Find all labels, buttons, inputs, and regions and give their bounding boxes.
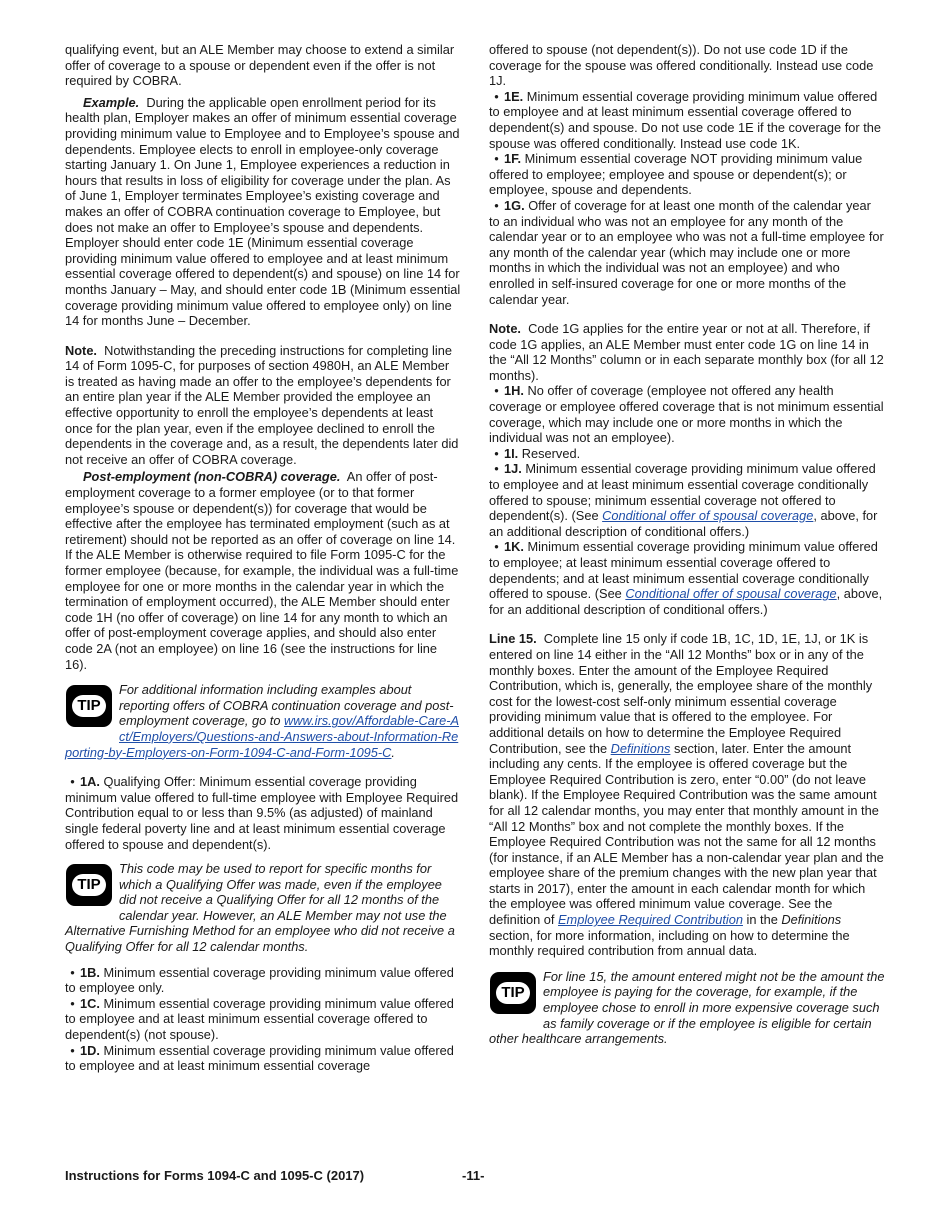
note-paragraph [489,321,885,383]
code-1e [489,89,885,151]
code-text: Offer of coverage for at least one month of the calendar year to an individual who was not an employee for any month of the calendar year or to an employee who was not a full-time employee for any month of the calendar year (which may include one or more months in which the individual was not an employee) and who enrolled in self-insured coverage for one or more months of the calendar year. [489,197,884,307]
example-paragraph [65,95,461,329]
paragraph: qualifying event, but an ALE Member may choose to extend a similar offer of coverage to a spouse or dependent even if the offer is not required by COBRA. [65,42,455,89]
code-label: 1H. [504,383,524,399]
line15-text: section, for more information, including on how to determine the monthly required contribution from annual data. [489,927,850,959]
note-paragraph [65,343,461,468]
page-footer [65,1168,885,1186]
line15-text: Complete line 15 only if code 1B, 1C, 1D, 1E, 1J, or 1K is entered on line 14 either in the “All 12 Months” box or in any of the monthly boxes. Enter the amount of the Employee Required Contribution, which is, generally, the employee share of the monthly cost for the lowest-cost self-only minimum essential coverage providing minimum value that is offered to the employee. For additional details on how to determine the Employee Required Contribution, see the [489,631,873,756]
code-1i [489,446,885,462]
note-label: Note. [489,321,521,337]
code-label: 1I. [504,445,519,461]
line15-label: Line 15. [489,631,537,647]
note-text: Notwithstanding the preceding instructions for completing line 14 of Form 1095-C, for purposes of section 4980H, an ALE Member is treated as having made an offer to the employee’s dependents for an entire plan year if the ALE Member provided the employee an effective opportunity to enroll the employee’s dependents at least once for the plan year, even if the employee declined to enroll the dependents in the coverage and, as a result, the dependents later did not receive an offer of COBRA coverage. [65,342,459,467]
code-label: 1E. [504,88,524,104]
tip-icon: TIP [489,971,537,1015]
code-label: 1C. [80,995,100,1011]
code-text: Minimum essential coverage providing minimum value offered to employee; at least minimum essential coverage offered to dependents; and at least minimum essential coverage conditionally offered to spouse. (See [489,539,878,602]
code-text: Qualifying Offer: Minimum essential coverage providing minimum value offered to full-time employee with Employee Required Contribution equal to or less than 9.5% (as adjusted) of mainland single federal poverty line and at least minimum essential coverage offered to spouse and dependent(s). [65,774,459,852]
code-1g [489,198,885,307]
irs-link[interactable]: www.irs.gov/Affordable-Care-Act/Employers/Questions-and-Answers-about-Information-Reporting-by-Employers-on-Form-1094-C-and-Form-1095-C [65,713,459,760]
definitions-italic: Definitions [781,912,842,928]
code-text: Minimum essential coverage providing minimum value offered to employee and at least minimum essential coverage conditionally offered to spouse; minimum essential coverage not offered to dependent(s). (See [489,461,876,524]
code-1j [489,461,885,539]
employee-required-contribution-link[interactable]: Employee Required Contribution [558,912,743,928]
code-label: 1F. [504,151,522,167]
code-text: No offer of coverage (employee not offered any health coverage or employee offered coverage that is not minimum essential coverage, which may include one or more months in which the individual was not an employee). [489,383,884,446]
definitions-link[interactable]: Definitions [610,740,671,756]
example-label: Example. [83,94,140,110]
line15-text: section, later. Enter the amount including any cents. If the employee is offered coverage but the Employee Required Contribution is zero, enter “0.00” (do not leave blank). If the Employee Required Contribution was the same amount for all 12 calendar months, you may enter that monthly amount in the “All 12 Months” box and not complete the monthly boxes. If the Employee Required Contribution was not the same for all 12 months (for instance, if an ALE Member has a non-calendar year plan and the employee share of the premium changes with the new plan year that starts in 2017), enter the amount in each calendar month for which the employee was offered minimum value coverage. See the definition of [489,740,884,928]
code-label: 1A. [80,774,100,790]
code-1a [65,774,461,852]
right-column [489,42,885,1047]
code-text: Minimum essential coverage providing minimum value offered to employee only. [65,964,454,996]
note-label: Note. [65,342,97,358]
note-text: Code 1G applies for the entire year or not at all. Therefore, if code 1G applies, an ALE Member must enter code 1G on line 14 in the “All 12 Months” column or in each separate monthly box (for all 12 months). [489,321,884,383]
post-employment-paragraph [65,469,461,672]
tip-box [65,682,461,760]
code-1d [65,1043,461,1074]
code-text-end: , above, for an additional description of conditional offers.) [489,508,878,539]
example-text: During the applicable open enrollment period for its health plan, Employer makes an offer of minimum essential coverage providing minimum value to Employee and to Employee’s spouse and dependents. Employee elects to enroll in employee-only coverage starting January 1. On June 1, Employee experiences a reduction in hours that results in loss of eligibility for coverage under the plan. As of June 1, Employer terminates Employee’s existing coverage and makes an offer of COBRA continuation coverage to Employee, but does not make an offer to Employee’s spouse and dependents. Employer should enter code 1E (Minimum essential coverage providing minimum value offered to employee and at least minimum essential coverage offered to dependent(s) and spouse) on line 14 for months January – May, and should enter code 1B (Minimum essential coverage providing minimum value offered to employee only) on line 14 for months June – December. [65,94,461,329]
code-text: Minimum essential coverage providing minimum value offered to employee and at least minimum essential coverage [65,1042,454,1074]
code-1f [489,151,885,198]
tip-text: For additional information including examples about reporting offers of COBRA continuation coverage and post-employment coverage, go to [119,682,454,729]
line15-paragraph [489,631,885,958]
tip-icon: TIP [65,684,113,728]
code-text-end: , above, for an additional description of conditional offers.) [489,586,883,617]
post-employment-label: Post-employment (non-COBRA) coverage. [83,469,341,485]
code-label: 1D. [80,1042,100,1058]
conditional-offer-link[interactable]: Conditional offer of spousal coverage [625,586,837,602]
footer-title: Instructions for Forms 1094-C and 1095-C (2017) [65,1168,365,1183]
page-number: -11- [462,1168,485,1183]
code-text: Minimum essential coverage providing minimum value offered to employee and at least minimum essential coverage offered to dependent(s) (not spouse). [65,995,454,1043]
conditional-offer-link[interactable]: Conditional offer of spousal coverage [602,508,814,524]
code-1k [489,539,885,617]
tip-icon: TIP [65,863,113,907]
code-1b [65,965,461,996]
line15-text: in the [746,912,778,928]
code-label: 1K. [504,539,524,555]
tip-box [65,861,461,955]
code-label: 1B. [80,964,100,980]
code-1c [65,996,461,1043]
tip-text: This code may be used to report for specific months for which a Qualifying Offer was made, even if the employee did not receive a Qualifying Offer for all 12 months of the calendar year. However, an ALE Member may not use the Alternative Furnishing Method for an employee who did not receive a Qualifying Offer for all 12 calendar months. [65,861,455,955]
tip-text: For line 15, the amount entered might not be the amount the employee is paying for the coverage, for example, if the employee chose to enroll in more expensive coverage such as family coverage or if the employee is eligible for certain other healthcare arrangements. [489,968,885,1047]
code-text: Reserved. [521,445,581,461]
code-text: Minimum essential coverage NOT providing minimum value offered to employee; employee and spouse or dependent(s); or employee, spouse and dependents. [489,151,863,198]
post-employment-text: An offer of post-employment coverage to a former employee (or to that former employee’s spouse or dependent(s)) for coverage that would be effective after the employee has terminated employment (such as at retirement) should not be reported as an offer of coverage on line 14. If the ALE Member is otherwise required to file Form 1095-C for the former employee (because, for example, the individual was a full-time employee for one or more months in the calendar year in which the termination of employment occurred), the ALE Member should enter code 1H (no offer of coverage) on line 14 for any month to which an offer of post-employment coverage applies, and should also enter code 2A (not an employee) on line 16 (see the instructions for line 16). [65,469,459,672]
code-1h [489,383,885,445]
tip-text-end: . [391,744,395,760]
code-label: 1G. [504,197,525,213]
paragraph: offered to spouse (not dependent(s)). Do not use code 1D if the coverage for the spouse was offered conditionally. Instead use code 1J. [489,42,874,89]
code-label: 1J. [504,461,522,477]
tip-box [489,969,885,1047]
code-text: Minimum essential coverage providing minimum value offered to employee and at least minimum essential coverage offered to dependent(s) and spouse. Do not use code 1E if the coverage for the spouse was offered conditionally. Instead use code 1K. [489,88,881,151]
left-column [65,42,461,1074]
